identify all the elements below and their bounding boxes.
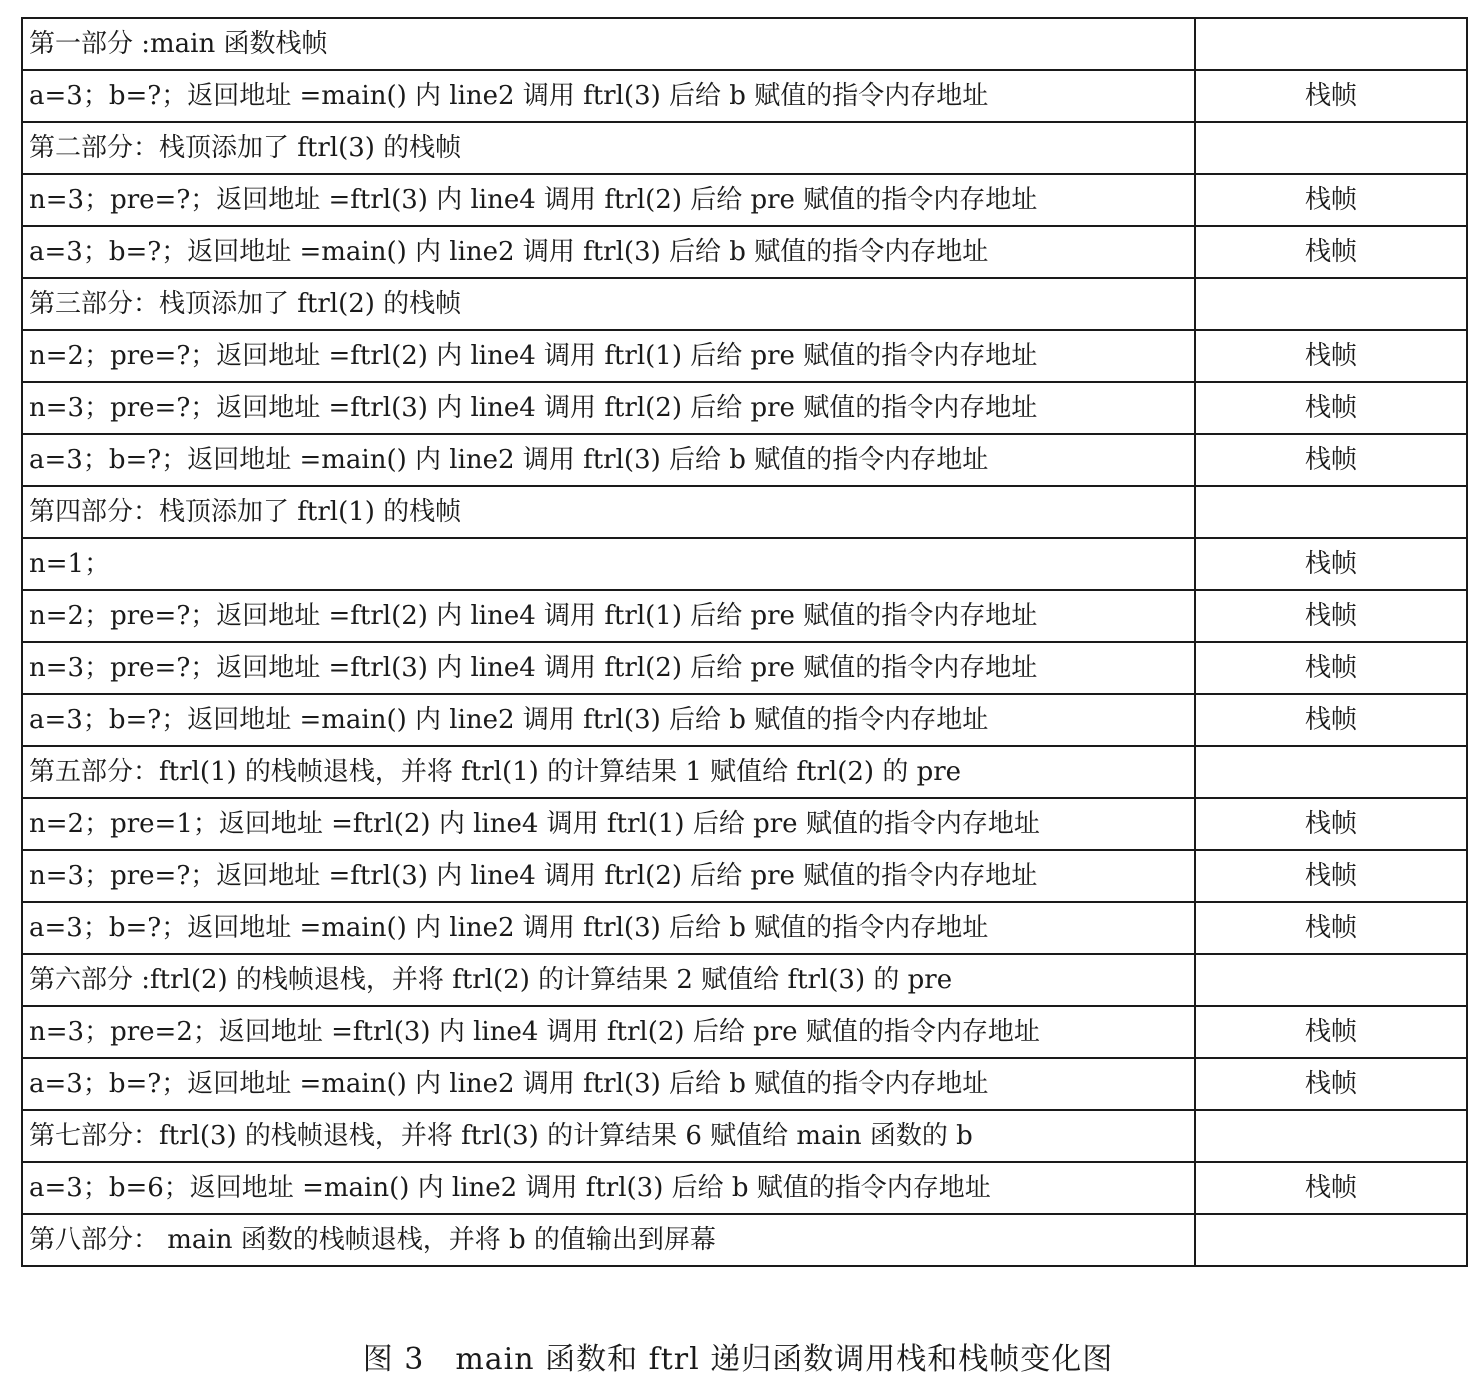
frame-label-cell: 栈帧 bbox=[1195, 1058, 1467, 1110]
frame-label-cell: 栈帧 bbox=[1195, 1162, 1467, 1214]
frame-label-cell bbox=[1195, 746, 1467, 798]
frame-description-cell: n=3；pre=?；返回地址 =ftrl(3) 内 line4 调用 ftrl(2) 后给 pre 赋值的指令内存地址 bbox=[22, 642, 1195, 694]
frame-description-cell: a=3；b=?；返回地址 =main() 内 line2 调用 ftrl(3) 后给 b 赋值的指令内存地址 bbox=[22, 226, 1195, 278]
table-row bbox=[22, 538, 1467, 590]
frame-label-cell bbox=[1195, 1214, 1467, 1266]
section-heading-cell: 第三部分：栈顶添加了 ftrl(2) 的栈帧 bbox=[22, 278, 1195, 330]
table-row bbox=[22, 226, 1467, 278]
table-row bbox=[22, 954, 1467, 1006]
table-row bbox=[22, 70, 1467, 122]
section-heading-cell: 第五部分：ftrl(1) 的栈帧退栈，并将 ftrl(1) 的计算结果 1 赋值给 ftrl(2) 的 pre bbox=[22, 746, 1195, 798]
table-row bbox=[22, 1162, 1467, 1214]
table-row bbox=[22, 590, 1467, 642]
frame-label-cell: 栈帧 bbox=[1195, 434, 1467, 486]
frame-label-cell bbox=[1195, 1110, 1467, 1162]
table-row bbox=[22, 18, 1467, 70]
frame-label-cell bbox=[1195, 122, 1467, 174]
table-row bbox=[22, 1214, 1467, 1266]
frame-label-cell: 栈帧 bbox=[1195, 330, 1467, 382]
table-row bbox=[22, 902, 1467, 954]
frame-description-cell: n=2；pre=1；返回地址 =ftrl(2) 内 line4 调用 ftrl(1) 后给 pre 赋值的指令内存地址 bbox=[22, 798, 1195, 850]
frame-description-cell: a=3；b=?；返回地址 =main() 内 line2 调用 ftrl(3) 后给 b 赋值的指令内存地址 bbox=[22, 1058, 1195, 1110]
frame-description-cell: a=3；b=?；返回地址 =main() 内 line2 调用 ftrl(3) 后给 b 赋值的指令内存地址 bbox=[22, 434, 1195, 486]
frame-description-cell: n=3；pre=?；返回地址 =ftrl(3) 内 line4 调用 ftrl(2) 后给 pre 赋值的指令内存地址 bbox=[22, 850, 1195, 902]
table-row bbox=[22, 746, 1467, 798]
frame-label-cell: 栈帧 bbox=[1195, 70, 1467, 122]
frame-label-cell bbox=[1195, 278, 1467, 330]
table-row bbox=[22, 694, 1467, 746]
frame-label-cell: 栈帧 bbox=[1195, 1006, 1467, 1058]
section-heading-cell: 第二部分：栈顶添加了 ftrl(3) 的栈帧 bbox=[22, 122, 1195, 174]
frame-label-cell bbox=[1195, 18, 1467, 70]
section-heading-cell: 第八部分： main 函数的栈帧退栈，并将 b 的值输出到屏幕 bbox=[22, 1214, 1195, 1266]
frame-label-cell: 栈帧 bbox=[1195, 798, 1467, 850]
frame-description-cell: n=3；pre=?；返回地址 =ftrl(3) 内 line4 调用 ftrl(2) 后给 pre 赋值的指令内存地址 bbox=[22, 174, 1195, 226]
frame-label-cell bbox=[1195, 486, 1467, 538]
stack-frame-table bbox=[21, 17, 1468, 1267]
frame-description-cell: n=2；pre=?；返回地址 =ftrl(2) 内 line4 调用 ftrl(1) 后给 pre 赋值的指令内存地址 bbox=[22, 330, 1195, 382]
table-row bbox=[22, 382, 1467, 434]
frame-description-cell: a=3；b=6；返回地址 =main() 内 line2 调用 ftrl(3) 后给 b 赋值的指令内存地址 bbox=[22, 1162, 1195, 1214]
table-row bbox=[22, 798, 1467, 850]
table-row bbox=[22, 278, 1467, 330]
table-row bbox=[22, 486, 1467, 538]
section-heading-cell: 第四部分：栈顶添加了 ftrl(1) 的栈帧 bbox=[22, 486, 1195, 538]
frame-label-cell: 栈帧 bbox=[1195, 382, 1467, 434]
section-heading-cell: 第一部分 :main 函数栈帧 bbox=[22, 18, 1195, 70]
frame-label-cell: 栈帧 bbox=[1195, 226, 1467, 278]
table-row bbox=[22, 174, 1467, 226]
frame-description-cell: n=2；pre=?；返回地址 =ftrl(2) 内 line4 调用 ftrl(1) 后给 pre 赋值的指令内存地址 bbox=[22, 590, 1195, 642]
frame-label-cell: 栈帧 bbox=[1195, 538, 1467, 590]
table-row bbox=[22, 1058, 1467, 1110]
frame-label-cell: 栈帧 bbox=[1195, 850, 1467, 902]
section-heading-cell: 第七部分：ftrl(3) 的栈帧退栈，并将 ftrl(3) 的计算结果 6 赋值给 main 函数的 b bbox=[22, 1110, 1195, 1162]
table-row bbox=[22, 1110, 1467, 1162]
table-row bbox=[22, 850, 1467, 902]
frame-description-cell: a=3；b=?；返回地址 =main() 内 line2 调用 ftrl(3) 后给 b 赋值的指令内存地址 bbox=[22, 694, 1195, 746]
section-heading-cell: 第六部分 :ftrl(2) 的栈帧退栈，并将 ftrl(2) 的计算结果 2 赋值给 ftrl(3) 的 pre bbox=[22, 954, 1195, 1006]
frame-label-cell: 栈帧 bbox=[1195, 642, 1467, 694]
frame-label-cell bbox=[1195, 954, 1467, 1006]
table-row bbox=[22, 1006, 1467, 1058]
frame-description-cell: a=3；b=?；返回地址 =main() 内 line2 调用 ftrl(3) 后给 b 赋值的指令内存地址 bbox=[22, 70, 1195, 122]
frame-description-cell: n=1； bbox=[22, 538, 1195, 590]
frame-label-cell: 栈帧 bbox=[1195, 590, 1467, 642]
frame-label-cell: 栈帧 bbox=[1195, 902, 1467, 954]
frame-description-cell: n=3；pre=?；返回地址 =ftrl(3) 内 line4 调用 ftrl(2) 后给 pre 赋值的指令内存地址 bbox=[22, 382, 1195, 434]
frame-label-cell: 栈帧 bbox=[1195, 694, 1467, 746]
table-row bbox=[22, 122, 1467, 174]
table-row bbox=[22, 642, 1467, 694]
table-row bbox=[22, 434, 1467, 486]
frame-label-cell: 栈帧 bbox=[1195, 174, 1467, 226]
frame-description-cell: n=3；pre=2；返回地址 =ftrl(3) 内 line4 调用 ftrl(2) 后给 pre 赋值的指令内存地址 bbox=[22, 1006, 1195, 1058]
frame-description-cell: a=3；b=?；返回地址 =main() 内 line2 调用 ftrl(3) 后给 b 赋值的指令内存地址 bbox=[22, 902, 1195, 954]
stack-frame-table-body bbox=[22, 18, 1467, 1266]
figure-caption: 图 3 main 函数和 ftrl 递归函数调用栈和栈帧变化图 bbox=[362, 1342, 1114, 1377]
table-row bbox=[22, 330, 1467, 382]
